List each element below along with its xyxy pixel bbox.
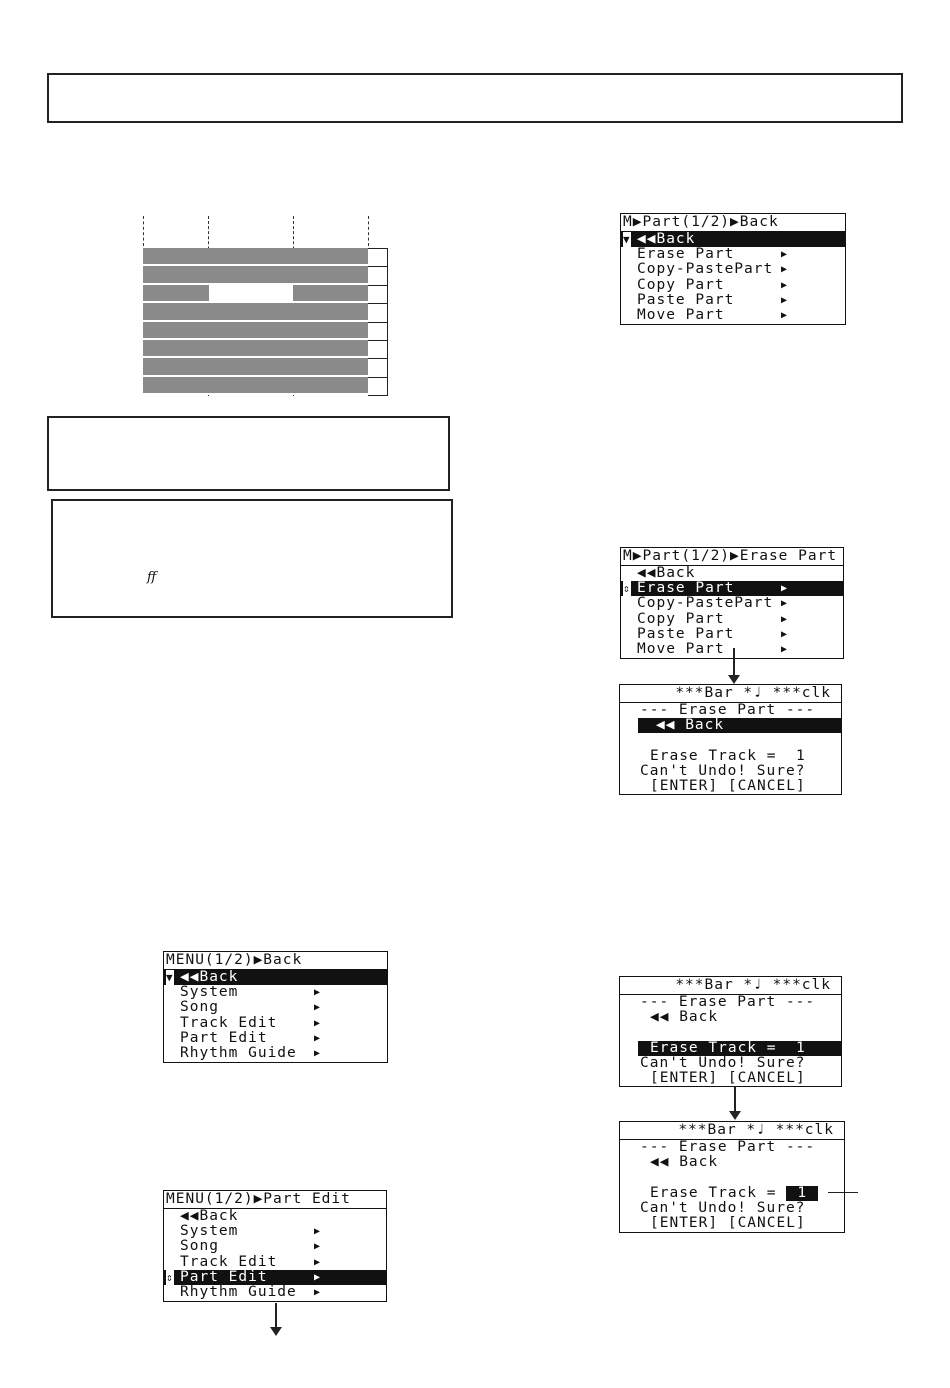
lcd-erase-dialog-value: [619, 1121, 845, 1233]
chevron-right-icon: ▶: [781, 279, 789, 291]
title-frame: [47, 73, 903, 123]
lcd-main-menu-back: [163, 951, 388, 1063]
lcd-main-menu-part-edit: [163, 1190, 387, 1302]
menu-item-back[interactable]: ▼ ◀◀Back: [164, 970, 387, 985]
track-end-cell: [368, 285, 388, 304]
menu-item-paste-part[interactable]: Paste Part ▶: [637, 625, 789, 642]
chevron-right-icon: ▶: [314, 1002, 322, 1014]
menu-item-rhythm-guide[interactable]: Rhythm Guide ▶: [180, 1044, 322, 1061]
chevron-right-icon: ▶: [314, 1032, 322, 1044]
track-bar: [143, 266, 368, 284]
flow-arrow-down: [734, 1086, 736, 1112]
chevron-right-icon: ▶: [314, 987, 322, 999]
spacer: [620, 1170, 844, 1185]
track-bar: [143, 322, 368, 340]
track-end-cell: [368, 266, 388, 285]
track-end-cell: [368, 340, 388, 359]
chevron-right-icon: ▶: [781, 643, 789, 655]
track-end-cell: [368, 322, 388, 341]
dialog-keys: [ENTER] [CANCEL]: [650, 1214, 806, 1231]
menu-item-move-part[interactable]: Move Part ▶: [637, 640, 789, 657]
menu-item-move-part[interactable]: Move Part ▶: [637, 306, 789, 323]
chevron-right-icon: ▶: [314, 1241, 322, 1253]
chevron-right-icon: ▶: [314, 1271, 322, 1283]
lcd-erase-dialog-track: [619, 976, 842, 1087]
chevron-right-icon: ▶: [314, 1017, 322, 1029]
scroll-updown-icon: ⇕: [623, 582, 631, 596]
scroll-updown-icon: ⇕: [166, 1270, 174, 1284]
note-box-1: [47, 416, 450, 491]
menu-item-part-edit[interactable]: Part Edit ▶: [180, 1029, 322, 1046]
lcd-header: MENU(1/2)▶Part Edit: [164, 1191, 386, 1209]
track-end-cell: [368, 377, 388, 396]
note-box-2: [51, 499, 453, 618]
flow-arrow-down: [733, 648, 735, 676]
callout-line: [828, 1192, 858, 1193]
track-end-cell: [368, 248, 388, 267]
chevron-right-icon: ▶: [781, 583, 789, 595]
dialog-back-option[interactable]: ◀◀ Back: [650, 1154, 719, 1171]
lcd-header: ***Bar *♩ ***clk: [620, 685, 841, 703]
menu-item-back[interactable]: ▼ ◀◀Back: [621, 232, 845, 247]
dialog-keys: [ENTER] [CANCEL]: [650, 777, 806, 794]
menu-item-track-edit[interactable]: Track Edit ▶: [180, 1253, 322, 1270]
diagram-marker: [143, 216, 144, 246]
chevron-right-icon: ▶: [314, 1286, 322, 1298]
menu-item-copy-paste-part[interactable]: Copy-PastePart ▶: [637, 261, 789, 278]
menu-item-erase-part[interactable]: ⇕ Erase Part ▶: [621, 581, 843, 596]
menu-item-copy-part[interactable]: Copy Part ▶: [637, 610, 789, 627]
scroll-down-icon: ▼: [166, 971, 174, 984]
lcd-part-menu-erase: [620, 547, 844, 659]
dialog-warning: Can't Undo! Sure?: [640, 1199, 806, 1216]
track-value-field[interactable]: 1: [786, 1186, 818, 1201]
chevron-right-icon: ▶: [314, 1047, 322, 1059]
spacer: [620, 1025, 841, 1040]
note-ff-text: ff: [147, 570, 157, 585]
track-bar: [143, 358, 368, 376]
menu-item-system[interactable]: System ▶: [180, 1223, 322, 1240]
chevron-right-icon: ▶: [781, 309, 789, 321]
track-end-cell: [368, 303, 388, 322]
dialog-warning: Can't Undo! Sure?: [640, 762, 806, 779]
dialog-warning: Can't Undo! Sure?: [640, 1054, 806, 1071]
menu-item-back[interactable]: ◀◀Back: [637, 565, 696, 581]
chevron-right-icon: ▶: [781, 264, 789, 276]
lcd-header: M▶Part(1/2)▶Back: [621, 214, 845, 232]
lcd-header: ***Bar *♩ ***clk: [620, 977, 841, 995]
chevron-right-icon: ▶: [781, 294, 789, 306]
menu-item-copy-paste-part[interactable]: Copy-PastePart ▶: [637, 595, 789, 612]
track-bar: [143, 340, 368, 358]
menu-item-rhythm-guide[interactable]: Rhythm Guide ▶: [180, 1283, 322, 1300]
dialog-title: --- Erase Part ---: [640, 1139, 816, 1155]
lcd-part-menu-back: [620, 213, 846, 325]
chevron-right-icon: ▶: [781, 598, 789, 610]
track-end-cell: [368, 358, 388, 377]
lcd-header: ***Bar *♩ ***clk: [620, 1122, 844, 1140]
chevron-right-icon: ▶: [314, 1256, 322, 1268]
track-bar: [143, 248, 368, 266]
lcd-header: M▶Part(1/2)▶Erase Part: [621, 548, 843, 566]
track-bar: [143, 377, 368, 395]
dialog-back-option[interactable]: ◀◀ Back: [638, 718, 841, 733]
menu-item-system[interactable]: System ▶: [180, 984, 322, 1001]
erase-track-option[interactable]: Erase Track = 1: [650, 747, 806, 764]
dialog-back-option[interactable]: ◀◀ Back: [650, 1009, 719, 1026]
menu-item-song[interactable]: Song ▶: [180, 1238, 322, 1255]
dialog-keys: [ENTER] [CANCEL]: [650, 1069, 806, 1086]
menu-item-track-edit[interactable]: Track Edit ▶: [180, 1014, 322, 1031]
spacer: [620, 733, 841, 748]
chevron-right-icon: ▶: [781, 249, 789, 261]
chevron-right-icon: ▶: [314, 1226, 322, 1238]
menu-item-copy-part[interactable]: Copy Part ▶: [637, 276, 789, 293]
lcd-header: MENU(1/2)▶Back: [164, 952, 387, 970]
menu-item-song[interactable]: Song ▶: [180, 999, 322, 1016]
lcd-erase-dialog-back: [619, 684, 842, 795]
dialog-title: --- Erase Part ---: [640, 702, 816, 718]
diagram-marker: [368, 216, 369, 246]
menu-item-paste-part[interactable]: Paste Part ▶: [637, 291, 789, 308]
menu-item-part-edit[interactable]: ⇕ Part Edit ▶: [164, 1270, 386, 1285]
scroll-down-icon: ▼: [623, 233, 631, 246]
chevron-right-icon: ▶: [781, 628, 789, 640]
erase-track-option[interactable]: Erase Track = 1: [620, 1186, 844, 1201]
dialog-title: --- Erase Part ---: [640, 994, 816, 1010]
flow-arrow-down: [275, 1303, 277, 1328]
menu-item-erase-part[interactable]: Erase Part ▶: [637, 246, 789, 263]
track-bar: [143, 303, 368, 321]
erased-region: [209, 285, 293, 301]
erase-track-option[interactable]: Erase Track = 1: [638, 1041, 841, 1056]
menu-item-back[interactable]: ◀◀Back: [180, 1208, 239, 1224]
chevron-right-icon: ▶: [781, 613, 789, 625]
